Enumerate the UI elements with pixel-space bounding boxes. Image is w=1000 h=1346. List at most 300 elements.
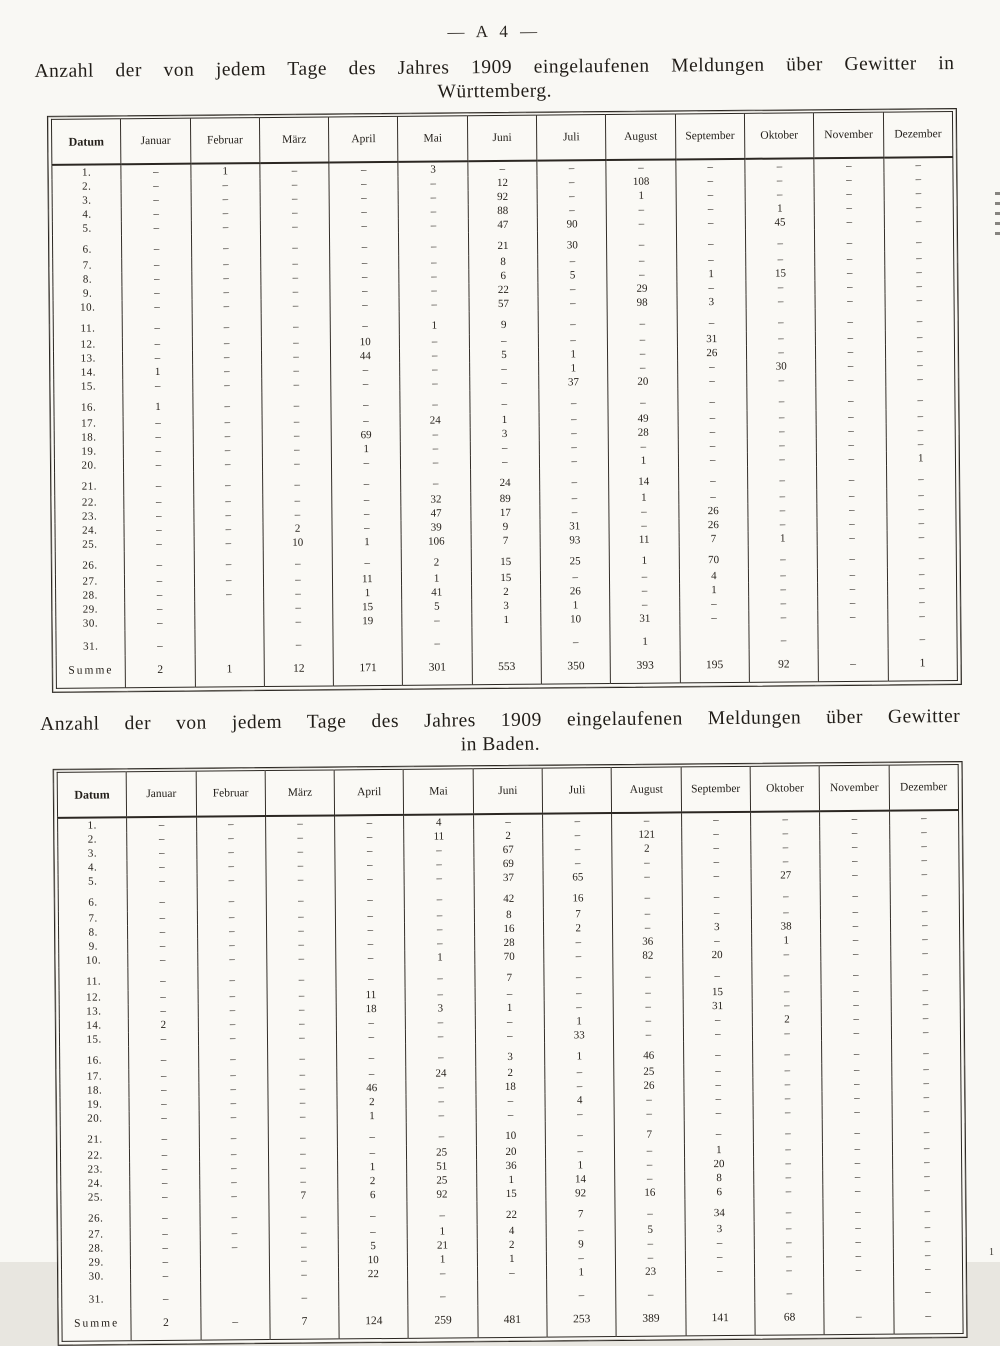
row-label: 19. [87, 1097, 103, 1111]
cell-juli-17: – [539, 412, 608, 427]
row-label: 6. [88, 896, 98, 909]
cell-dezember-8: – [890, 918, 960, 933]
cell-oktober-4: – [751, 854, 820, 869]
cell-mai-3: – [399, 190, 468, 205]
cell-august-31: – [616, 1278, 686, 1304]
cell-september-9: – [682, 934, 751, 949]
cell-april-14: – [331, 363, 400, 378]
cell-april-14: – [336, 1016, 405, 1031]
row-label: 31. [88, 1292, 105, 1306]
row-label: 15. [86, 1032, 102, 1046]
cell-juni-17: 2 [476, 1066, 545, 1081]
cell-november-26: – [817, 545, 886, 569]
cell-januar-9: – [122, 286, 191, 301]
cell-februar-14: – [198, 1017, 267, 1032]
cell-februar-6: – [197, 887, 266, 911]
row-label: 12. [86, 990, 102, 1004]
cell-oktober-19: – [747, 438, 816, 453]
cell-august-24: – [609, 518, 678, 533]
cell-oktober-30: – [754, 1263, 823, 1278]
cell-mai-8: – [399, 269, 468, 284]
cell-februar-23: – [193, 508, 262, 523]
cell-juli-1: – [543, 813, 612, 829]
cell-november-16: – [822, 1040, 891, 1064]
cell-august-20: 1 [609, 453, 678, 468]
cell-mrz-29: – [264, 600, 333, 615]
cell-juni-4: 88 [468, 204, 537, 219]
cell-november-17: – [816, 410, 885, 425]
cell-september-1: – [681, 812, 750, 828]
cell-november-3: – [820, 840, 889, 855]
cell-november-22: – [817, 489, 886, 504]
cell-november-21: – [822, 1119, 891, 1143]
cell-dezember-19: – [892, 1090, 962, 1105]
cell-februar-19: – [199, 1096, 268, 1111]
cell-september-11: – [677, 309, 746, 333]
cell-september-2: – [676, 174, 745, 189]
cell-april-16: – [337, 1044, 406, 1068]
cell-februar-5: – [197, 873, 266, 888]
cell-juni-5: 47 [468, 218, 537, 233]
cell-september-23: 20 [684, 1157, 753, 1172]
row-label: 12. [80, 338, 96, 351]
cell-juni-24: 9 [471, 520, 540, 535]
cell-juli-9: – [544, 935, 613, 950]
cell-april-21: – [332, 470, 401, 494]
cell-april-3: – [335, 844, 404, 859]
cell-februar-4: – [191, 206, 260, 221]
cell-januar-5: – [122, 221, 191, 236]
cell-mai-2: 11 [404, 829, 473, 844]
cell-august-10: 98 [607, 295, 676, 310]
cell-august-26: 1 [610, 546, 679, 570]
cell-mrz-1: – [260, 162, 329, 178]
cell-februar-12: – [192, 336, 261, 351]
cell-dezember-27: – [887, 567, 957, 582]
cell-august-13: – [614, 999, 683, 1014]
cell-dezember-3: – [884, 186, 954, 201]
column-header-mai: Mai [404, 769, 474, 815]
cell-april-25: 6 [338, 1188, 407, 1203]
cell-mrz-19: – [262, 442, 331, 457]
cell-april-5: – [330, 219, 399, 234]
cell-juni-9: 22 [469, 283, 538, 298]
cell-april-25: 1 [332, 535, 401, 550]
cell-november-23: – [817, 503, 886, 518]
cell-februar-8: – [191, 271, 260, 286]
cell-november-2: – [814, 173, 883, 188]
row-label: 3. [87, 847, 98, 860]
cell-januar-29: – [125, 602, 194, 617]
cell-oktober-20: – [747, 452, 816, 467]
cell-september-19: – [684, 1092, 753, 1107]
cell-august-23: – [609, 504, 678, 519]
cell-juli-16: 1 [545, 1042, 614, 1066]
cell-mai-4: – [404, 857, 473, 872]
cell-mrz-Summe: 12 [264, 653, 334, 686]
cell-oktober-21: – [753, 1119, 822, 1143]
cell-juli-27: – [546, 1223, 615, 1238]
cell-oktober-7: – [746, 252, 815, 267]
cell-juli-12: – [544, 986, 613, 1001]
cell-juni-2: 2 [473, 829, 542, 844]
cell-mrz-8: – [266, 923, 335, 938]
cell-april-5: – [335, 872, 404, 887]
row-label: 23. [87, 1162, 103, 1176]
cell-november-14: – [816, 359, 885, 374]
cell-februar-26: – [200, 1203, 269, 1227]
cell-oktober-29: – [749, 596, 818, 611]
cell-januar-27: – [125, 574, 194, 589]
cell-juni-15: – [475, 1029, 544, 1044]
cell-november-14: – [822, 1012, 891, 1027]
row-label: 4. [87, 861, 98, 874]
cell-september-5: – [682, 869, 751, 884]
cell-mrz-2: – [266, 830, 335, 845]
row-label: 25. [87, 1190, 104, 1204]
cell-mai-14: – [400, 362, 469, 377]
cell-september-31 [685, 1278, 755, 1304]
cell-februar-21: – [199, 1124, 268, 1148]
cell-mrz-9: – [261, 284, 330, 299]
cell-august-1: – [606, 159, 675, 175]
cell-august-4: – [607, 202, 676, 217]
cell-september-10: 3 [677, 295, 746, 310]
row-label: 21. [81, 480, 97, 493]
cell-november-11: – [815, 308, 884, 332]
cell-dezember-4: – [884, 200, 954, 215]
cell-september-16: – [678, 388, 747, 412]
cell-november-28: – [823, 1235, 892, 1250]
cell-august-17: 49 [608, 411, 677, 426]
column-header-januar: Januar [126, 771, 196, 817]
cell-august-14: – [614, 1013, 683, 1028]
cell-januar-17: – [129, 1069, 198, 1084]
cell-januar-28: – [131, 1241, 200, 1256]
cell-september-21: – [684, 1120, 753, 1144]
cell-november-20: – [822, 1105, 891, 1120]
row-label: 7. [88, 912, 98, 925]
cell-august-21: 7 [615, 1120, 684, 1144]
cell-dezember-26: – [887, 544, 957, 568]
row-label: 29. [88, 1255, 104, 1269]
cell-februar-21: – [193, 471, 262, 495]
cell-mrz-23: – [268, 1160, 337, 1175]
cell-september-10: 20 [682, 948, 751, 963]
cell-juli-15: 37 [539, 375, 608, 390]
cell-januar-23: – [130, 1162, 199, 1177]
cell-juli-14: 1 [544, 1014, 613, 1029]
cell-november-5: – [820, 868, 889, 883]
row-label: 11. [80, 322, 96, 335]
cell-juni-26: 15 [471, 548, 540, 572]
cell-oktober-28: – [749, 582, 818, 597]
cell-august-28: – [610, 583, 679, 598]
cell-april-13: 44 [331, 349, 400, 364]
cell-september-15: – [683, 1027, 752, 1042]
cell-november-17: – [822, 1063, 891, 1078]
cell-juni-20: – [470, 455, 539, 470]
cell-juli-30: 1 [547, 1265, 616, 1280]
cell-april-12: 10 [331, 335, 400, 350]
cell-august-22: 1 [609, 490, 678, 505]
cell-februar-1: – [196, 816, 265, 832]
row-label: 9. [82, 287, 93, 300]
cell-april-31 [333, 628, 403, 654]
cell-oktober-22: – [748, 489, 817, 504]
cell-oktober-2: – [751, 826, 820, 841]
cell-september-17: – [678, 411, 747, 426]
cell-september-6: – [682, 883, 751, 907]
cell-april-26: – [338, 1202, 407, 1226]
cell-november-8: – [821, 919, 890, 934]
row-label: 2. [87, 833, 98, 846]
cell-oktober-5: 45 [745, 215, 814, 230]
cell-oktober-18: – [753, 1077, 822, 1092]
cell-januar-22: – [130, 1148, 199, 1163]
cell-mai-11: 1 [400, 311, 469, 335]
cell-mrz-30: – [264, 614, 333, 629]
row-label: 18. [86, 1083, 103, 1097]
cell-januar-14: 1 [123, 365, 192, 380]
cell-september-2: – [681, 827, 750, 842]
cell-november-10: – [815, 294, 884, 309]
cell-januar-26: – [125, 551, 194, 575]
cell-oktober-24: – [748, 517, 817, 532]
cell-juni-28: 2 [471, 585, 540, 600]
row-label: 28. [88, 1241, 104, 1255]
cell-april-Summe: 171 [333, 653, 403, 686]
cell-september-6: – [676, 230, 745, 254]
cell-oktober-11: – [752, 961, 821, 985]
cell-juni-17: 1 [470, 413, 539, 428]
cell-januar-15: – [129, 1032, 198, 1047]
cell-juni-14: – [469, 362, 538, 377]
cell-juni-14: – [475, 1015, 544, 1030]
cell-juli-30: 10 [541, 612, 610, 627]
table-frame-baden [53, 761, 968, 1346]
cell-mrz-22: – [263, 493, 332, 508]
cell-mrz-6: – [260, 233, 329, 257]
cell-februar-31 [195, 629, 265, 655]
cell-august-11: – [608, 309, 677, 333]
row-label: 2. [82, 180, 92, 193]
column-header-februar: Februar [190, 118, 260, 164]
cell-juni-Summe: 553 [472, 652, 542, 685]
cell-april-20: 1 [337, 1109, 406, 1124]
cell-dezember-4: – [889, 853, 959, 868]
cell-april-27: 11 [333, 572, 402, 587]
row-label: 31. [83, 640, 99, 653]
cell-august-27: – [610, 569, 679, 584]
cell-august-8: – [613, 920, 682, 935]
cell-mrz-21: – [262, 470, 331, 494]
cell-september-13: 26 [677, 346, 746, 361]
cell-februar-27: – [200, 1226, 269, 1241]
cell-juni-3: 92 [468, 190, 537, 205]
row-label: Summe [73, 1316, 120, 1330]
cell-februar-7: – [191, 257, 260, 272]
cell-mai-20: – [407, 1108, 476, 1123]
cell-mai-10: – [400, 297, 469, 312]
cell-februar-27: – [194, 573, 263, 588]
cell-januar-23: – [124, 509, 193, 524]
cell-januar-2: – [121, 179, 190, 194]
cell-mrz-2: – [260, 177, 329, 192]
cell-dezember-2: – [889, 825, 959, 840]
cell-januar-22: – [124, 495, 193, 510]
cell-januar-11: – [128, 967, 197, 991]
cell-august-20: – [614, 1106, 683, 1121]
cell-august-29: – [616, 1250, 685, 1265]
cell-november-21: – [817, 466, 886, 490]
cell-november-9: – [821, 933, 890, 948]
row-label: 30. [88, 1269, 104, 1283]
cell-august-5: – [607, 216, 676, 231]
cell-september-4: – [682, 855, 751, 870]
cell-juli-29: – [546, 1251, 615, 1266]
cell-dezember-7: – [890, 904, 960, 919]
cell-februar-25: – [199, 1189, 268, 1204]
cell-april-9: – [330, 284, 399, 299]
cell-november-23: – [823, 1156, 892, 1171]
cell-dezember-12: – [891, 983, 961, 998]
row-label: 29. [82, 603, 99, 616]
cell-januar-28: – [125, 588, 194, 603]
cell-mrz-15: – [262, 377, 331, 392]
cell-januar-14: 2 [129, 1018, 198, 1033]
cell-juni-6: 42 [474, 885, 543, 909]
cell-mrz-12: – [261, 335, 330, 350]
cell-oktober-9: 1 [752, 933, 821, 948]
cell-september-23: 26 [679, 504, 748, 519]
row-label: 3. [82, 194, 92, 207]
cell-dezember-14: – [891, 1011, 961, 1026]
cell-juli-23: – [540, 505, 609, 520]
column-header-august: August [612, 767, 682, 813]
cell-mai-22: 25 [407, 1145, 476, 1160]
cell-november-28: – [818, 582, 887, 597]
cell-februar-Summe: – [200, 1307, 270, 1340]
cell-april-23: – [332, 507, 401, 522]
column-header-datum: Datum [57, 772, 127, 818]
cell-januar-Summe: 2 [125, 655, 195, 688]
cell-mrz-25: 7 [269, 1188, 338, 1203]
cell-september-3: – [681, 841, 750, 856]
cell-august-1: – [612, 812, 681, 828]
cell-juni-6: 21 [468, 232, 537, 256]
row-label: 20. [81, 459, 97, 472]
cell-mai-12: – [400, 334, 469, 349]
cell-mai-4: – [399, 204, 468, 219]
cell-juni-12: – [469, 334, 538, 349]
cell-august-3: 1 [606, 188, 675, 203]
cell-august-25: 16 [615, 1185, 684, 1200]
cell-dezember-14: – [885, 358, 955, 373]
cell-juli-24: 31 [540, 519, 609, 534]
cell-dezember-16: – [885, 386, 955, 410]
cell-mai-18: – [406, 1080, 475, 1095]
cell-september-18: – [678, 425, 747, 440]
cell-mai-2: – [398, 176, 467, 191]
cell-juni-31 [477, 1280, 547, 1306]
cell-april-31 [339, 1281, 409, 1307]
column-header-april: April [334, 769, 404, 815]
cell-juli-5: 90 [537, 217, 606, 232]
cell-mai-16: – [406, 1043, 475, 1067]
corner-page-mark: 1 [989, 1247, 994, 1258]
row-label: 11. [86, 975, 102, 988]
cell-juni-4: 69 [474, 857, 543, 872]
row-label: 20. [87, 1111, 103, 1125]
cell-dezember-1: – [889, 810, 959, 826]
row-label: 28. [82, 589, 98, 602]
column-header-februar: Februar [196, 771, 266, 817]
cell-dezember-17: – [891, 1062, 961, 1077]
cell-mai-31: – [402, 627, 472, 653]
cell-august-21: 14 [609, 467, 678, 491]
cell-oktober-24: – [754, 1170, 823, 1185]
cell-september-13: 31 [683, 999, 752, 1014]
cell-dezember-22: – [892, 1141, 962, 1156]
cell-april-30: 22 [339, 1267, 408, 1282]
cell-februar-25: – [194, 536, 263, 551]
row-label: 4. [82, 208, 92, 221]
cell-januar-6: – [127, 888, 196, 912]
column-header-oktober: Oktober [750, 766, 820, 812]
cell-juni-3: 67 [474, 843, 543, 858]
cell-dezember-9: – [890, 932, 960, 947]
cell-dezember-17: – [886, 409, 956, 424]
cell-juni-31 [472, 627, 542, 653]
cell-september-29: – [685, 1250, 754, 1265]
cell-mai-22: 32 [401, 492, 470, 507]
cell-mrz-26: – [263, 549, 332, 573]
cell-september-29: – [679, 597, 748, 612]
column-header-datum: Datum [51, 119, 121, 165]
cell-september-18: – [684, 1078, 753, 1093]
cell-august-30: 23 [616, 1264, 685, 1279]
cell-juni-10: 57 [469, 297, 538, 312]
cell-august-11: – [613, 962, 682, 986]
cell-januar-7: – [128, 911, 197, 926]
cell-februar-2: – [191, 178, 260, 193]
cell-mai-26: 2 [402, 548, 471, 572]
cell-januar-1: – [127, 817, 196, 833]
cell-mrz-14: – [262, 363, 331, 378]
row-label: 15. [80, 380, 97, 393]
cell-oktober-22: – [753, 1142, 822, 1157]
page-number-header: — A 4 — [447, 21, 542, 42]
cell-juli-20: – [545, 1107, 614, 1122]
row-label: 1. [87, 819, 97, 832]
cell-oktober-14: 30 [747, 359, 816, 374]
cell-september-11: – [683, 962, 752, 986]
title-line-2: in Baden. [460, 733, 541, 756]
cell-oktober-10: – [746, 294, 815, 309]
cell-september-12: 15 [683, 985, 752, 1000]
cell-juli-4: – [537, 203, 606, 218]
cell-juli-25: 92 [546, 1186, 615, 1201]
cell-oktober-1: – [751, 811, 820, 827]
cell-juli-11: – [538, 310, 607, 334]
cell-januar-24: – [130, 1176, 199, 1191]
column-header-dezember: Dezember [889, 765, 959, 811]
cell-juni-28: 2 [477, 1238, 546, 1253]
cell-juli-10: – [544, 949, 613, 964]
row-label: 25. [82, 538, 98, 551]
cell-dezember-7: – [884, 251, 954, 266]
